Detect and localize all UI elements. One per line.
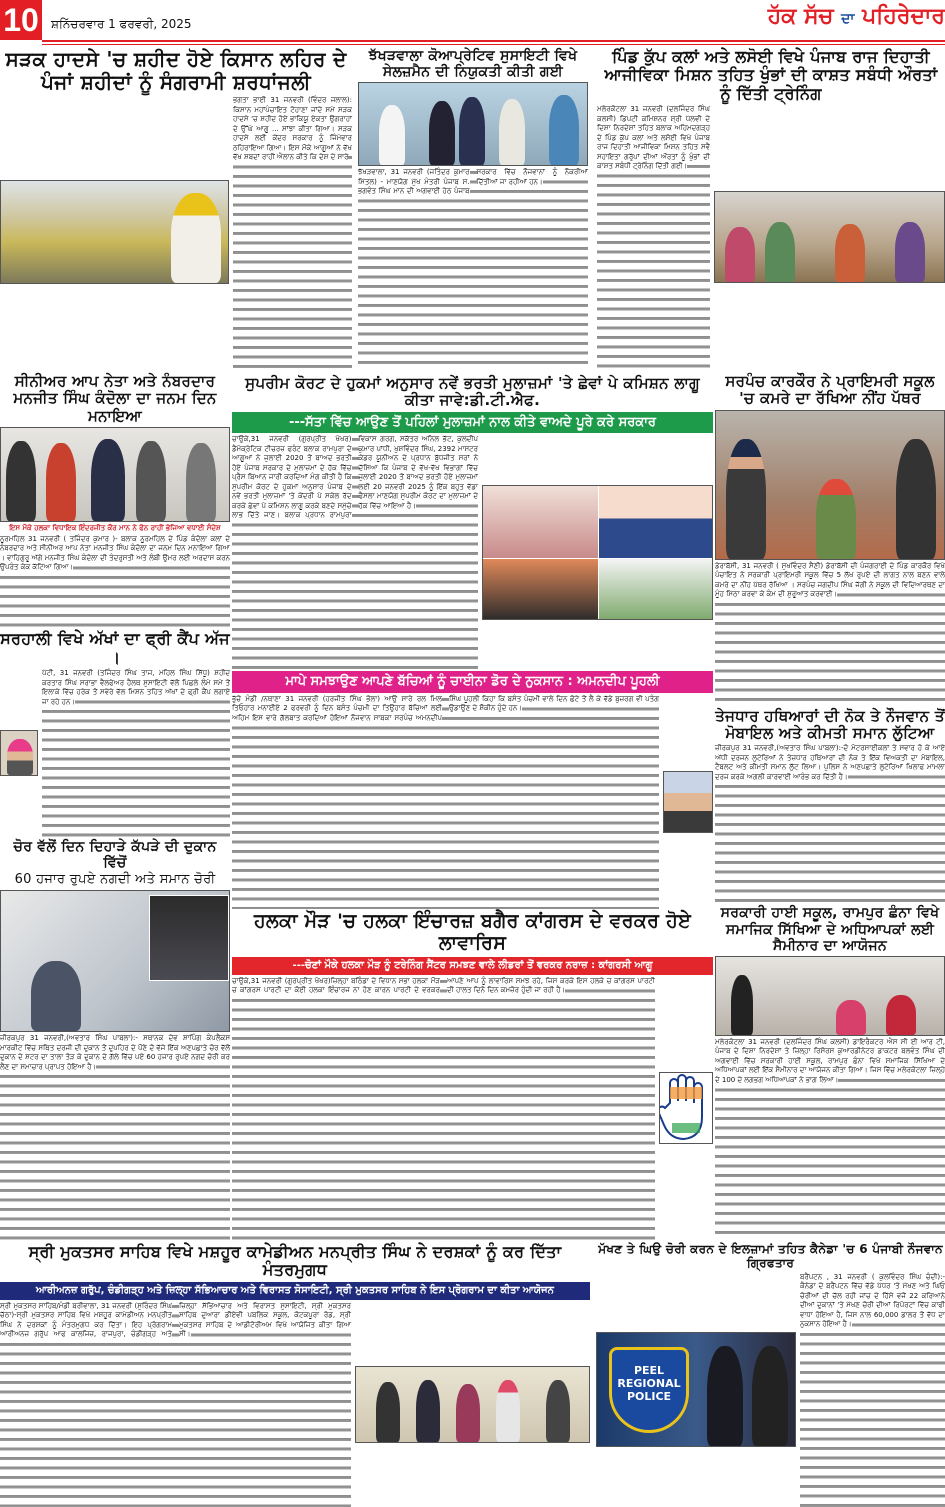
page-number-box: 10 [0,0,42,40]
article-canada [596,1243,945,1507]
article-body-pay-commission: ਚਾਉਕੇ,31 ਜਨਵਰੀ (ਗੁਰਪ੍ਰੀਤ ਖੋਖਰ) ਡੈਮੋਕ੍ਰੇਟਿਕ ਟੀਚਰਜ਼ ਫਰੰਟ ਬਲਾਕ ਰਾਮਪੁਰਾ ਦੇ ਆਗੂਆਂ ਨੇ ਜੁਲਾਈ 2020 ਤੋਂ ਬਾਅਦ ਭਰਤੀ ਹੋਏ ਪੰਜਾਬ ਸਰਕਾਰ ਦੇ ਮੁਲਾਜ਼ਮਾਂ ਦੇ ਹੱਕ ਵਿੱਚ ਪ੍ਰੈਸ ਬਿਆਨ ਜਾਰੀ ਕਰਦਿਆਂ ਮੰਗ ਕੀਤੀ ਹੈ ਕਿ ਸੁਪਰੀਮ ਕੋਰਟ ਦੇ ਹੁਕਮਾਂ ਅਨੁਸਾਰ ਪੰਜਾਬ ਦੇ ਨਵੇਂ ਭਰਤੀ ਮੁਲਾਜ਼ਮਾਂ 'ਤੇ ਕੇਂਦਰੀ ਪੇ ਸਕੇਲ ਰੱਦ ਕਰਕੇ ਛੇਵਾਂ ਪੇ ਕਮਿਸ਼ਨ ਲਾਗੂ ਕਰਕੇ ਬਣਦੇ ਸਮੁੱਚੇ ਲਾਭ ਦਿੱਤੇ ਜਾਣ। ਬਲਾਕ ਪ੍ਰਧਾਨ ਰਾਮਪੁਰਾ ਵਿਕਾਸ ਗਰਗ, ਸਕੱਤਰ ਅਨਿਲ ਭੱਟ, ਕੁਲਦੀਪ ਕੁਮਾਰ ਪਾਂਧੀ, ਖੁਸ਼ਵਿੰਦਰ ਸਿੰਘ, 2392 ਮਾਸਟਰ ਕੇਡਰ ਯੂਨੀਅਨ ਦੇ ਪ੍ਰਧਾਨ ਬੁੱਧਜੀਤ ਸਰਾਂ ਨੇ ਦੱਸਿਆ ਕਿ ਪੰਜਾਬ ਦੇ ਵੱਖ-ਵੱਖ ਵਿਭਾਗਾਂ ਵਿੱਚ ਜੁਲਾਈ 2020 ਤੋਂ ਬਾਅਦ ਭਰਤੀ ਹੋਏ ਮੁਲਾਜ਼ਮਾਂ ਲਈ 20 ਜਨਵਰੀ 2025 ਨੂੰ ਇੱਕ ਬਹੁਤ ਵੱਡਾ ਫੈਸਲਾ ਮਾਣਯੋਗ ਸੁਪਰੀਮ ਕੋਰਟ ਦਾ ਮੁਲਾਜ਼ਮਾਂ ਦੇ ਹੱਕ ਵਿੱਚ ਆਇਆ ਹੈ। [232,435,478,669]
masthead-logo [700,4,945,38]
article-ajeevika [597,48,945,368]
headline-ajeevika: ਪਿੰਡ ਕੁੱਪ ਕਲਾਂ ਅਤੇ ਲਸੋਈ ਵਿਖੇ ਪੰਜਾਬ ਰਾਜ ਦਿਹਾਤੀ ਆਜੀਵਿਕਾ ਮਿਸ਼ਨ ਤਹਿਤ ਖੁੰਭਾਂ ਦੀ ਕਾਸ਼ਤ ਸਬੰਧੀ ਔਰਤਾਂ ਨੂੰ ਦਿੱਤੀ ਟ੍ਰੇਨਿੰਗ [604,47,938,103]
headline-foundation: ਸਰਪੰਚ ਕਾਰਕੌਰ ਨੇ ਪ੍ਰਾਇਮਰੀ ਸਕੂਲ 'ਚ ਕਮਰੇ ਦਾ ਰੱਖਿਆ ਨੀਂਹ ਪੱਥਰ [725,372,935,408]
article-body-foundation: ਡੇਰਾਬੱਸੀ, 31 ਜਨਵਰੀ ( ਸੁਖਵਿੰਦਰ ਸੈਣੀ) ਡੇਰਾਬੱਸੀ ਦੀ ਪੰਜਗਰਾਈ ਦੇ ਪਿੰਡ ਕਾਰਕੌਰ ਵਿਖੇ ਪੰਚਾਇਤ ਨੇ ਸਰਕਾਰੀ ਪ੍ਰਾਇਮਰੀ ਸਕੂਲ ਵਿੱਚ 5 ਲੱਖ ਰੁਪਏ ਦੀ ਲਾਗਤ ਨਾਲ ਬਣਨ ਵਾਲੇ ਕਮਰੇ ਦਾ ਨੀਂਹ ਪੱਥਰ ਰੱਖਿਆ । ਸਰਪੰਚ ਜਗਦੀਪ ਸਿੰਘ ਜੱਗੀ ਨੇ ਸਕੂਲ ਦੀ ਵਿਦਿਆਰਥਣ ਦਾ ਮੂੰਹ ਮਿੱਠਾ ਕਰਵਾ ਕੇ ਕੰਮ ਦੀ ਸ਼ੁਰੂਆਤ ਕਰਵਾਈ। [715,562,945,706]
photo-cctv-inset [149,895,229,981]
right-column [715,373,945,1240]
photo-amandeep-poohli [663,771,713,833]
article-body-congress: ਚਾਉਕੇ,31 ਜਨਵਰੀ (ਗੁਰਪ੍ਰੀਤ ਖੋਖਰ)ਜ਼ਿਲ੍ਹਾ ਬਠਿੰਡਾ ਦੇ ਵਿਧਾਨ ਸਭਾ ਹਲਕਾ ਮੌੜ ਚ ਕਾਂਗਰਸ ਪਾਰਟੀ ਦਾ ਕੋਈ ਹਲਕਾ ਇੰਚਾਰਜ ਨਾ ਹੋਣ ਕਾਰਨ ਪਾਰਟੀ ਦੇ ਵਰਕਰ ਆਪਣੇ ਆਪ ਨੂੰ ਲਾਵਾਰਿਸ ਸਮਝ ਰਹੇ, ਜਿਸ ਕਰਕੇ ਇਸ ਹਲਕੇ ਚ ਕਾਂਗਰਸ ਪਾਰਟੀ ਦੀ ਹਾਲਤ ਦਿਨੋ ਦਿਨ ਕਮਜ਼ੋਰ ਹੁੰਦੀ ਜਾ ਰਹੀ ਹੈ। [232,977,655,1240]
subhead-banner-pay-commission: ---ਸੱਤਾ ਵਿੱਚ ਆਉਣ ਤੋਂ ਪਹਿਲਾਂ ਮੁਲਾਜ਼ਮਾਂ ਨਾਲ ਕੀਤੇ ਵਾਅਦੇ ਪੂਰੇ ਕਰੇ ਸਰਕਾਰ [232,412,713,434]
portrait-leader-3 [483,559,598,620]
headline-kisan: ਸੜਕ ਹਾਦਸੇ 'ਚ ਸ਼ਹੀਦ ਹੋਏ ਕਿਸਾਨ ਲਹਿਰ ਦੇ ਪੰਜਾਂ ਸ਼ਹੀਦਾਂ ਨੂੰ ਸੰਗਰਾਮੀ ਸ਼ਰਧਾਂਜਲੀ [5,47,347,94]
portrait-leader-2 [599,486,713,558]
article-body-theft: ਜ਼ੀਰਕਪੁਰ 31 ਜਨਵਰੀ,(ਅਵਤਾਰ ਸਿੰਘ ਪਾਬਲਾ):- ਸਥਾਨਕ ਦੇਵ ਸ਼ਾਪਿੰਗ ਕੰਪਲੈਕਸ ਮਾਰਕੀਟ ਵਿੱਚ ਸਥਿਤ ਦਰਜੀ ਦੀ ਦੁਕਾਨ ਤੋਂ ਦੁਪਹਿਰ ਦੇ ਪੌਣੇ ਦੋ ਵੱਜੇ ਇੱਕ ਅਣਪਛਾਤੇ ਚੋਰ ਵੱਲੋਂ ਦੁਕਾਨ ਦੇ ਸ਼ਟਰ ਦਾ ਤਾਲਾ ਤੋੜ ਕੇ ਦੁਕਾਨ ਦੇ ਗੱਲੇ ਵਿੱਚ ਪਏ 60 ਹਜਾਰ ਰੁਪਏ ਨਗਦ ਚੋਰੀ ਕਰ ਲੈਣ ਦਾ ਸਮਾਚਾਰ ਪ੍ਰਾਪਤ ਹੋਇਆ ਹੈ। [0,1034,230,1240]
photo-comedian-event [355,1366,590,1443]
photo-cooperative [358,82,588,166]
article-cooperative [358,48,588,368]
photo-caption-birthday: ਇਸ ਮੌਕੇ ਹਲਕਾ ਵਿਧਾਇਕ ਇੰਦਰਜੀਤ ਕੌਰ ਮਾਨ ਨੇ ਫੋਨ ਰਾਹੀਂ ਭੇਜਿਆ ਵਧਾਈ ਸੰਦੇਸ਼ [9,523,221,532]
header-rule [42,40,945,42]
article-body-ajeevika: ਮਲੇਰਕੋਟਲਾ 31 ਜਨਵਰੀ (ਦਲਜਿੰਦਰ ਸਿੰਘ ਕਲਸੀ) ਡਿਪਟੀ ਕਮਿਸ਼ਨਰ ਸ਼੍ਰੀ ਪੱਲਵੀ ਦੇ ਦਿਸ਼ਾ ਨਿਰਦੇਸ਼ਾਂ ਤਹਿਤ ਬਲਾਕ ਅਹਿਮਦਗੜ੍ਹ ਦੇ ਪਿੰਡ ਕੁੱਪ ਕਲਾਂ ਅਤੇ ਲਸੋਈ ਵਿਖੇ ਪੰਜਾਬ ਰਾਜ ਦਿਹਾਤੀ ਆਜੀਵਿਕਾ ਮਿਸ਼ਨ ਤਹਿਤ ਸਵੈ ਸਹਾਇਤਾ ਗਰੁੱਪਾਂ ਦੀਆਂ ਔਰਤਾਂ ਨੂੰ ਖੁੰਭਾਂ ਦੀ ਕਾਸ਼ਤ ਸਬੰਧੀ ਟ੍ਰੇਨਿੰਗ ਦਿੱਤੀ ਗਈ। [597,105,710,368]
headline-robbery: ਤੇਜਧਾਰ ਹਥਿਆਰਾਂ ਦੀ ਨੋਕ ਤੇ ਨੌਜਵਾਨ ਤੋਂ ਮੋਬਾਇਲ ਅਤੇ ਕੀਮਤੀ ਸਮਾਨ ਲੁੱਟਿਆ [715,706,945,743]
photo-eye-camp-person [0,730,38,776]
headline-congress: ਹਲਕਾ ਮੌੜ 'ਚ ਹਲਕਾ ਇੰਚਾਰਜ਼ ਬਗੈਰ ਕਾਂਗਰਸ ਦੇ ਵਰਕਰ ਹੋਏ ਲਾਵਾਰਿਸ [253,910,692,954]
article-body-robbery: ਜ਼ੀਰਕਪੁਰ 31 ਜਨਵਰੀ,(ਅਵਤਾਰ ਸਿੰਘ ਪਾਬਲਾ):-ਦੋ ਮੋਟਰਸਾਈਕਲਾਂ ਤੇ ਸਵਾਰ ਹੋ ਕੇ ਆਏ ਅੱਧੀ ਦਰਜਨ ਲੁਟੇਰਿਆਂ ਨੇ ਤੇਜ਼ਧਾਰ ਹਥਿਆਰਾਂ ਦੀ ਨੋਕ ਤੇ ਇੱਕ ਵਿਅਕਤੀ ਦਾ ਮੋਬਾਇਲ, ਟੈਬਲਟ ਅਤੇ ਕੀਮਤੀ ਸਮਾਨ ਲੁੱਟ ਲਿਆ। ਪੁਲਿਸ ਨੇ ਅਣਪਛਾਤੇ ਲੁਟੇਰਿਆਂ ਖਿਲਾਫ ਮਾਮਲਾ ਦਰਜ ਕਰਕੇ ਅਗਲੀ ਕਾਰਵਾਈ ਆਰੰਭ ਕਰ ਦਿੱਤੀ ਹੈ। [715,744,945,903]
logo-part-1: ਹੱਕ ਸੱਚ [767,4,834,29]
headline-cooperative: ਝੱਖੜਵਾਲਾ ਕੋਆਪ੍ਰੇਟਿਵ ਸੁਸਾਇਟੀ ਵਿਖੇ ਸੇਲਜ਼ਮੈਨ ਦੀ ਨਿਯੁਕਤੀ ਕੀਤੀ ਗਈ [368,48,578,81]
article-body-comedian: ਸ੍ਰੀ ਮੁਕਤਸਰ ਸਾਹਿਬ/ਮੰਡੀ ਬਰੀਵਾਲਾ, 31 ਜਨਵਰੀ (ਸੁਰਿੰਦਰ ਸਿੰਘ ਚੱਠਾ)-ਸ੍ਰੀ ਮੁਕਤਸਰ ਸਾਹਿਬ ਵਿਖੇ ਮਸ਼ਹੂਰ ਕਾਮੇਡੀਅਨ ਮਨਪ੍ਰੀਤ ਸਿੰਘ ਨੇ ਦਰਸ਼ਕਾਂ ਨੂੰ ਮੰਤਰਮੁਗਧ ਕਰ ਦਿੱਤਾ। ਇਹ ਪ੍ਰੋਗਰਾਮ ਆਰੀਅਨਜ਼ ਗਰੁੱਪ ਆਫ ਕਾਲਜਿਜ਼, ਰਾਜਪੁਰਾ, ਚੰਡੀਗੜ੍ਹ ਅਤੇ ਜ਼ਿਲ੍ਹਾ ਸੱਭਿਆਚਾਰ ਅਤੇ ਵਿਰਾਸਤ ਸੁਸਾਇਟੀ, ਸ੍ਰੀ ਮੁਕਤਸਰ ਸਾਹਿਬ ਦੁਆਰਾ ਡੀਏਵੀ ਪਬਲਿਕ ਸਕੂਲ, ਕੋਟਕਪੂਰਾ ਰੋਡ, ਸ੍ਰੀ ਮੁਕਤਸਰ ਸਾਹਿਬ ਦੇ ਆਡੀਟੋਰੀਅਮ ਵਿਖੇ ਆਯੋਜਿਤ ਕੀਤਾ ਗਿਆ ਸੀ। [0,1302,351,1507]
left-column [0,373,230,1240]
article-body-china-dor: ਭੁੱਚੋ ਮੰਡੀ /ਨਥਾਣਾ 31 ਜਨਵਰੀ (ਹਰਜੀਤ ਸਿੰਘ ਭੋਲਾ) ਆਉ ਸਾਰੇ ਰਲ ਮਿਲ ਤਿਓਹਾਰ ਮਨਾਈਏ 2 ਫਰਵਰੀ ਨੂੰ ਦਿਨ ਬਸੰਤ ਪੰਚਮੀ ਦਾ ਤਿਉਹਾਰ ਬੱਚਿਆਂ ਲਈ ਅਹਿਮ ਇਸ ਵਾਰੇ ਗੱਲਬਾਤ ਕਰਦਿਆਂ ਹੋਇਆਂ ਨੌਜਵਾਨ ਸਾਬਕਾ ਸਰਪੰਚ ਅਮਨਦੀਪ ਸਿੰਘ ਪੂਹਲੀ ਕਿਹਾ ਕਿ ਬਸੰਤ ਪੰਚਮੀ ਵਾਲੇ ਦਿਨ ਛੋਟੇ ਤੋਂ ਲੈ ਕੇ ਵੱਡੇ ਬੁਜ਼ਰਗ ਵੀ ਪਤੰਗ ਉਡਾਉਣ ਦੇ ਸ਼ੌਕੀਨ ਹੁੰਦੇ ਹਨ। [232,695,659,909]
logo-part-3: ਪਹਿਰੇਦਾਰ [862,4,945,29]
article-comedian [0,1243,590,1507]
photo-kisan-rally [0,180,229,284]
article-kisan [0,48,352,368]
photo-training-women [714,191,945,283]
article-body-kisan: ਭਗਤਾ ਭਾਈ 31 ਜਨਵਰੀ (ਵਿੰਦਰ ਜਲਾਲ): ਕਿਸਾਨ ਮਹਾਂਪੰਚਾਇਤ ਟੋਹਾਣਾ ਜਾਂਦੇ ਸਮੇਂ ਸੜਕ ਹਾਦਸੇ 'ਚ ਸ਼ਹੀਦ ਹੋਏ ਭਾਕਿਯੂ ਏਕਤਾ ਉਗਰਾਹਾਂ ਦੇ ਉੱਘੇ ਆਗੂ ... ਸਾਂਝਾ ਕੀਤਾ ਗਿਆ। ਸੜਕ ਹਾਦਸੇ ਲਈ ਕੇਂਦਰ ਸਰਕਾਰ ਨੂੰ ਜਿੰਮੇਵਾਰ ਠਹਿਰਾਇਆ ਗਿਆ। ਇਸ ਮੌਕੇ ਆਗੂਆਂ ਨੇ ਵੱਖ ਵੱਖ ਸ਼ਬਦਾਂ ਰਾਹੀਂ ਐਲਾਨ ਕੀਤੇ ਕਿ ਦੇਸ਼ ਦੇ ਸਾਰੇ [233,96,352,368]
photo-foundation-stone [715,410,945,560]
article-body-birthday: ਨੂਰਮਹਿਲ 31 ਜਨਵਰੀ ( ਤਜਿੰਦਰ ਕੁਮਾਰ )- ਬਲਾਕ ਨੂਰਮਹਿਲ ਦੇ ਪਿੰਡ ਕੰਦੋਲਾ ਕਲਾਂ ਦੇ ਨੰਬਰਦਾਰ ਅਤੇ ਸੀਨੀਅਰ ਆਪ ਨੇਤਾ ਮਨਜੀਤ ਸਿੰਘ ਕੰਦੋਲਾ ਦਾ ਜਨਮ ਦਿਨ ਮਨਾਇਆ ਗਿਆ । ਵਾਹਿਗੁਰੂ ਅੱਗੇ ਮਨਜੀਤ ਸਿੰਘ ਕੰਦੋਲਾ ਦੀ ਤੰਦਰੁਸਤੀ ਅਤੇ ਲੰਬੀ ਉਮਰ ਲਈ ਅਰਦਾਸ ਕਰਨ ਉਪਰੰਤ ਕੇਕ ਕੱਟਿਆ ਗਿਆ। [0,535,230,628]
headline-seminar: ਸਰਕਾਰੀ ਹਾਈ ਸਕੂਲ, ਰਾਮਪੁਰ ਛੰਨਾ ਵਿਖੇ ਸਮਾਜਿਕ ਸਿੱਖਿਆ ਦੇ ਅਧਿਆਪਕਾਂ ਲਈ ਸੈਮੀਨਾਰ ਦਾ ਆਯੋਜਨ [720,905,940,954]
photo-peel-police [596,1332,796,1447]
headline-pay-commission: ਸੁਪਰੀਮ ਕੋਰਟ ਦੇ ਹੁਕਮਾਂ ਅਨੁਸਾਰ ਨਵੇਂ ਭਰਤੀ ਮੁਲਾਜ਼ਮਾਂ 'ਤੇ ਛੇਵਾਂ ਪੇ ਕਮਿਸ਼ਨ ਲਾਗੂ ਕੀਤਾ ਜਾਵੇ:ਡੀ.ਟੀ.ਐਫ. [245,374,700,410]
issue-date: ਸ਼ਨਿੱਚਰਵਾਰ 1 ਫਰਵਰੀ, 2025 [51,17,192,31]
portrait-leader-1 [483,486,598,558]
article-body-cooperative: ਝੱਖੜਵਾਲਾ, 31 ਜਨਵਰੀ (ਜਤਿੰਦਰ ਕੁਮਾਰ ਮਿੱਤਲ) - ਮਾਣਯੋਗ ਮੁੱਖ ਮੰਤਰੀ ਪੰਜਾਬ ਸ. ਭਗਵੰਤ ਸਿੰਘ ਮਾਨ ਦੀ ਅਗਵਾਈ ਹੇਠ ਪੰਜਾਬ ਸਰਕਾਰ ਵਿੱਚ ਨੌਜਵਾਨਾਂ ਨੂੰ ਨੌਕਰੀਆਂ ਦਿੱਤੀਆਂ ਜਾ ਰਹੀਆਂ ਹਨ। [358,168,588,368]
congress-hand-symbol-icon [659,1072,713,1144]
portrait-leader-4 [599,559,713,620]
photo-seminar [715,956,945,1036]
headline-comedian: ਸ੍ਰੀ ਮੁਕਤਸਰ ਸਾਹਿਬ ਵਿਖੇ ਮਸ਼ਹੂਰ ਕਾਮੇਡੀਅਨ ਮਨਪ੍ਰੀਤ ਸਿੰਘ ਨੇ ਦਰਸ਼ਕਾਂ ਨੂੰ ਕਰ ਦਿੱਤਾ ਮੰਤਰਮੁਗਧ [28,1242,562,1280]
headline-theft-line2: 60 ਹਜਾਰ ਰੁਪਏ ਨਗਦੀ ਅਤੇ ਸਮਾਨ ਚੋਰੀ [14,872,216,888]
police-badge-logo: PEEL REGIONAL POLICE [609,1347,689,1433]
headline-banner-china-dor: ਮਾਪੇ ਸਮਝਾਉਣ ਆਪਣੇ ਬੱਚਿਆਂ ਨੂੰ ਚਾਈਨਾ ਡੋਰ ਦੇ ਨੁਕਸਾਨ : ਅਮਨਦੀਪ ਪੂਹਲੀ [232,671,713,693]
logo-part-2: ਦਾ [841,11,855,27]
middle-column [232,375,713,1240]
headline-theft-line1: ਚੋਰ ਵੱਲੋਂ ਦਿਨ ਦਿਹਾੜੇ ਕੱਪੜੇ ਦੀ ਦੁਕਾਨ ਵਿੱਚੋਂ [13,839,217,872]
article-body-eye-camp: ਪੱਟੀ, 31 ਜਨਵਰੀ (ਤਜਿੰਦਰ ਸਿੰਘ ਤਾਜ, ਮਹਿਲ ਸਿੰਘ ਸਿੱਧੂ) ਸ਼ਹੀਦ ਕਰਤਾਰ ਸਿੰਘ ਸਰਾਭਾ ਵੈਲਫੇਅਰ ਹੈਲਥ ਸੁਸਾਇਟੀ ਵੱਲੋਂ ਪਿਛਲੇ ਲੰਮੇ ਸਮੇਂ ਤੋਂ ਇਲਾਕੇ ਵਿੱਚ ਹਰੇਕ ਤੋਂ ਸਵੇਰੇ ਵੱਲ ਮਿਸ਼ਨ ਤਹਿਤ ਅੱਖਾਂ ਦੇ ਫ੍ਰੀ ਕੈਂਪ ਲਗਾਏ ਜਾ ਰਹੇ ਹਨ। [42,669,230,837]
headline-eye-camp: ਸਰਹਾਲੀ ਵਿਖੇ ਅੱਖਾਂ ਦਾ ਫ੍ਰੀ ਕੈਂਪ ਅੱਜ । [0,629,230,667]
subhead-banner-congress: ---ਚੋਣਾਂ ਮੌਕੇ ਹਲਕਾ ਮੌੜ ਨੂੰ ਟਰੇਨਿੰਗ ਸੈਂਟਰ ਸਮਝਣ ਵਾਲੇ ਲੀਡਰਾਂ ਤੋਂ ਵਰਕਰ ਨਰਾਜ਼ : ਕਾਂਗਰਸੀ ਆਗੂ [232,957,713,975]
photo-birthday [0,427,230,522]
article-body-seminar: ਮਲੇਰਕੋਟਲਾ 31 ਜਨਵਰੀ (ਦਲਜਿੰਦਰ ਸਿੰਘ ਕਲਸੀ) ਡਾਇਰੈਕਟਰ ਐਸ ਸੀ ਈ ਆਰ ਟੀ, ਪੰਜਾਬ ਦੇ ਦਿਸ਼ਾ ਨਿਰਦੇਸ਼ਾਂ ਤੇ ਜ਼ਿਲ੍ਹਾ ਰਿਸੋਰਸ ਕੁਆਰਡੀਨੇਟਰ ਡਾਕਟਰ ਬਲਵੰਤ ਸਿੰਘ ਦੀ ਅਗਵਾਈ ਵਿੱਚ ਸਰਕਾਰੀ ਹਾਈ ਸਕੂਲ, ਰਾਮਪੁਰ ਛੰਨਾ ਵਿਖੇ ਸਮਾਜਿਕ ਸਿੱਖਿਆ ਦੇ ਅਧਿਆਪਕਾਂ ਲਈ ਇੱਕ ਸੈਮੀਨਾਰ ਦਾ ਆਯੋਜਨ ਕੀਤਾ ਗਿਆ। ਜਿਸ ਵਿੱਚ ਮਲੇਰਕੋਟਲਾ ਜ਼ਿਲ੍ਹੇ ਦੇ 100 ਦੇ ਲਗਭਗ ਅਧਿਆਪਕਾਂ ਨੇ ਭਾਗ ਲਿਆ। [715,1038,945,1240]
header-rule-thin [42,44,945,45]
photo-dtf-leaders [482,485,713,620]
photo-cctv-shop [0,890,230,1032]
article-body-canada: ਬਰੈਂਪਟਨ , 31 ਜਨਵਰੀ ( ਕੁਲਵਿੰਦਰ ਸਿੰਘ ਚੰਦੀ):- ਕੈਨੇਡਾ ਦੇ ਬਰੈਂਪਟਨ ਵਿੱਚ ਵੱਡੇ ਪੱਧਰ 'ਤੇ ਮੱਖਣ ਅਤੇ ਘਿਓ ਚੋਰੀਆਂ ਦੀ ਚੱਲ ਰਹੀ ਜਾਂਚ ਦੇ ਹਿੱਸੇ ਵਜੋਂ 22 ਕਰਿਆਨੇ ਦੀਆਂ ਦੁਕਾਨਾਂ 'ਤੇ ਮੱਖਣ ਚੋਰੀ ਦੀਆਂ ਰਿਪੋਰਟਾਂ ਵਿੱਚ ਕਾਫੀ ਵਾਧਾ ਹੋਇਆ ਹੈ, ਜਿਸ ਨਾਲ 60,000 ਡਾਲਰ ਤੋਂ ਵੱਧ ਦਾ ਨੁਕਸਾਨ ਹੋਇਆ ਹੈ। [800,1273,945,1507]
headline-canada: ਮੱਖਣ ਤੇ ਘਿਉ ਚੋਰੀ ਕਰਨ ਦੇ ਇਲਜ਼ਾਮਾਂ ਤਹਿਤ ਕੈਨੇਡਾ 'ਚ 6 ਪੰਜਾਬੀ ਨੌਜਵਾਨ ਗ੍ਰਿਫਤਾਰ [598,1242,943,1270]
headline-birthday: ਸੀਨੀਅਰ ਆਪ ਨੇਤਾ ਅਤੇ ਨੰਬਰਦਾਰ ਮਨਜੀਤ ਸਿੰਘ ਕੰਦੋਲਾ ਦਾ ਜਨਮ ਦਿਨ ਮਨਾਇਆ [13,372,217,425]
subhead-banner-comedian: ਆਰੀਅਨਜ਼ ਗਰੁੱਪ, ਚੰਡੀਗੜ੍ਹ ਅਤੇ ਜ਼ਿਲ੍ਹਾ ਸੱਭਿਆਚਾਰ ਅਤੇ ਵਿਰਾਸਤ ਸੋਸਾਇਟੀ, ਸ੍ਰੀ ਮੁਕਤਸਰ ਸਾਹਿਬ ਨੇ ਇਸ ਪ੍ਰੋਗਰਾਮ ਦਾ ਕੀਤਾ ਆਯੋਜਨ [0,1282,590,1300]
